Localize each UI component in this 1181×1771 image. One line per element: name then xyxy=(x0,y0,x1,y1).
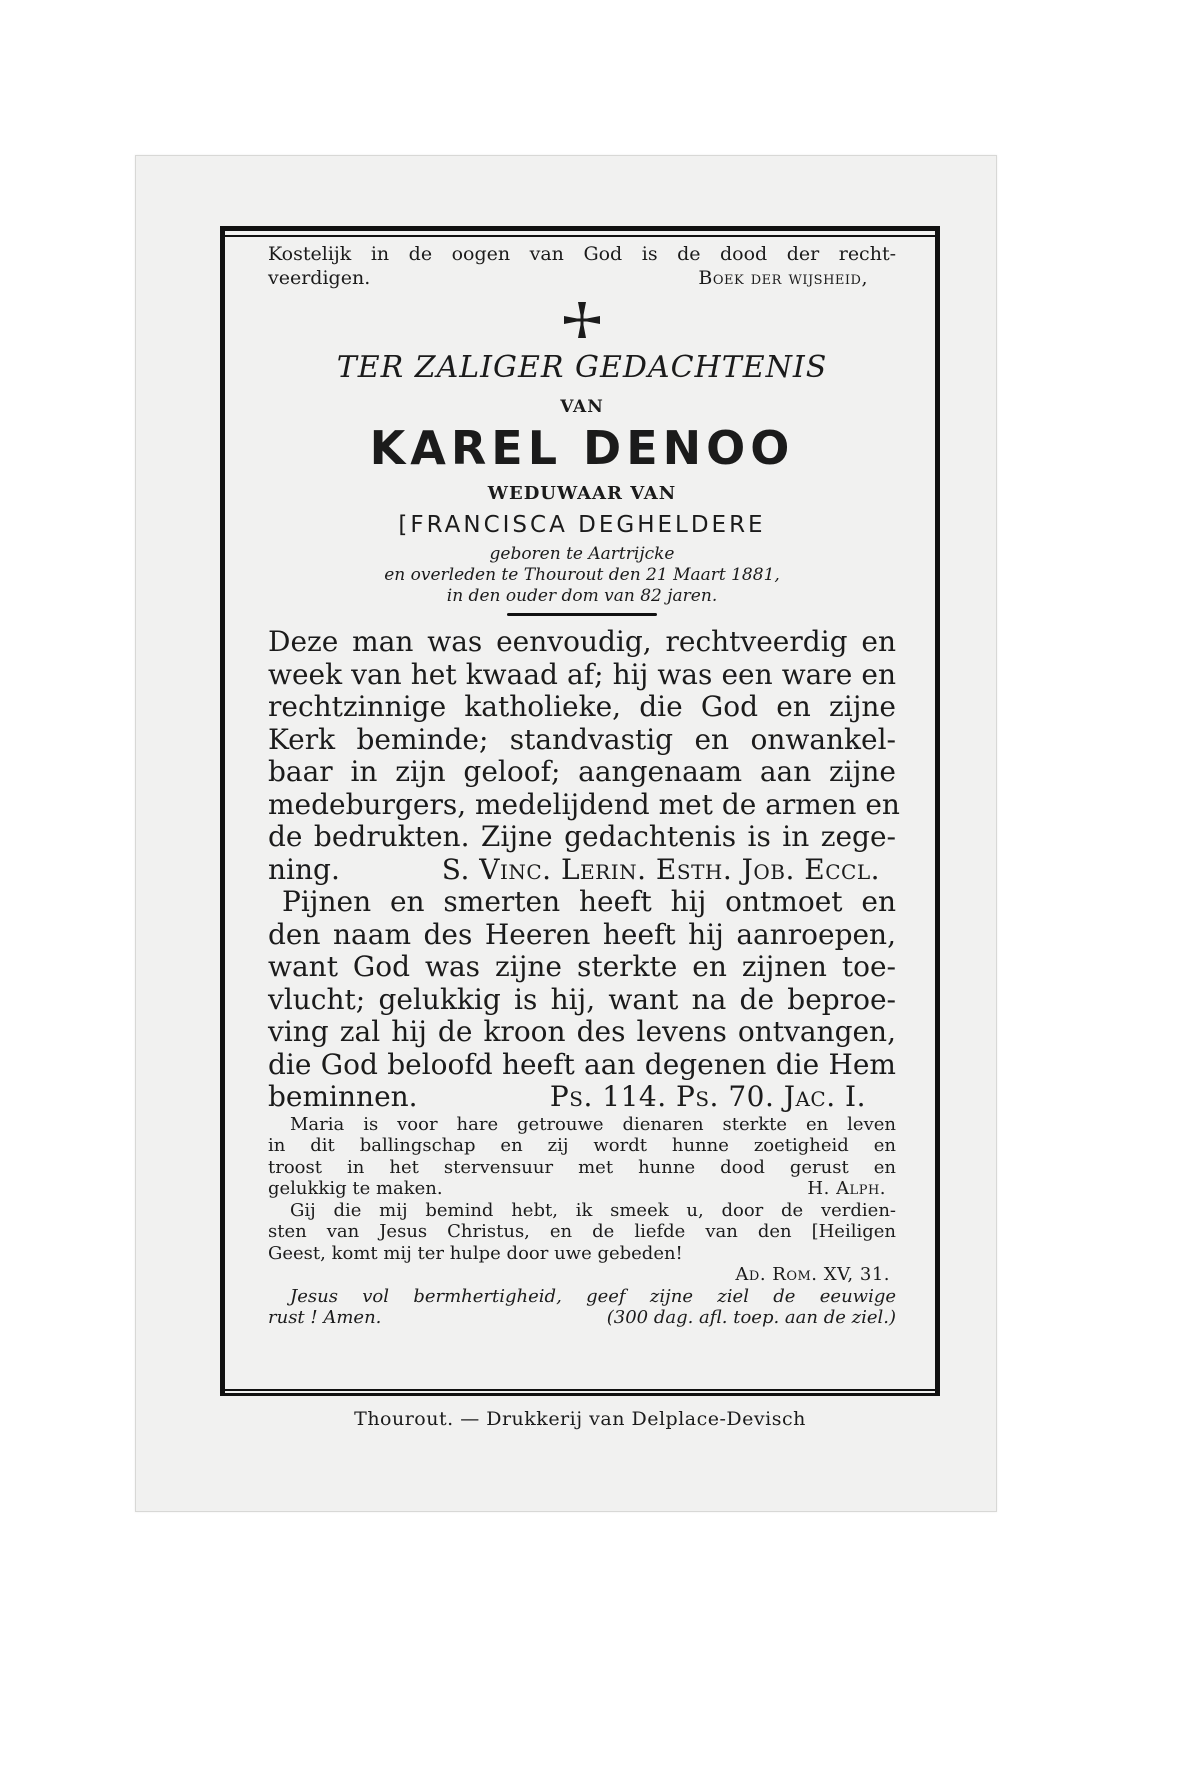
small-text-line-end: gelukkig te maken. xyxy=(268,1178,443,1199)
text-line: baar in zijn geloof; aangenaam aan zijne xyxy=(268,755,896,788)
maria-citation: H. Alph. xyxy=(807,1178,886,1199)
text-line: week van het kwaad af; hij was een ware en xyxy=(268,657,896,691)
epigraph-end: veerdigen. xyxy=(268,267,371,289)
indulgence-line: Jesus vol bermhertigheid, geef zijne ziel de eeuwige xyxy=(290,1285,896,1307)
text-line: de bedrukten. Zijne gedachtenis is in zege- xyxy=(268,820,896,853)
main-text xyxy=(268,625,900,1114)
printer-imprint: Thourout. — Drukkerij van Delplace-Devisch xyxy=(354,1408,806,1430)
card-content xyxy=(268,242,900,1329)
indulgence-line-2 xyxy=(268,1307,896,1329)
epigraph-line-2 xyxy=(268,266,896,290)
widower-of-label: WEDUWAAR VAN xyxy=(487,483,677,504)
prayer-citation: Ad. Rom. XV, 31. xyxy=(735,1264,890,1285)
memorial-title: TER ZALIGER GEDACHTENIS xyxy=(336,350,828,385)
second-citation: Ps. 114. Ps. 70. Jac. I. xyxy=(549,1080,866,1113)
details-line: in den ouder dom van 82 jaren. xyxy=(446,586,718,606)
main-citation: S. Vinc. Lerin. Esth. Job. Eccl. xyxy=(441,852,880,886)
border-bottom-rule xyxy=(220,1393,940,1396)
text-line: vlucht; gelukkig is hij, want na de beproe- xyxy=(268,982,896,1016)
cross-pattee-icon xyxy=(562,300,602,340)
second-citation-line xyxy=(268,1081,896,1114)
small-text-line: Geest, komt mij ter hulpe door uwe gebeden! xyxy=(268,1242,683,1264)
border-top-rule xyxy=(220,226,940,231)
border-bottom-thin-rule xyxy=(220,1389,940,1391)
text-line: ving zal hij de kroon des levens ontvangen, xyxy=(268,1015,896,1048)
border-top-thin-rule xyxy=(220,235,940,237)
text-line: Deze man was eenvoudig, rechtveerdig en xyxy=(268,625,896,658)
small-text-line: Gij die mij bemind hebt, ik smeek u, door de verdien- xyxy=(290,1199,896,1221)
details-line: geboren te Aartrijcke xyxy=(489,544,675,564)
text-line: Kerk beminde; standvastig en onwankel- xyxy=(268,722,896,756)
birth-death-details xyxy=(268,544,896,607)
epigraph-source: Boek der wijsheid, xyxy=(698,267,868,289)
text-line-end: ning. xyxy=(268,852,340,886)
small-text-line: Maria is voor hare getrouwe dienaren sterkte en leven xyxy=(290,1113,896,1135)
border-left-rule xyxy=(220,226,225,1396)
maria-citation-line xyxy=(268,1178,896,1200)
maria-text xyxy=(268,1114,896,1329)
indulgence-note: (300 dag. afl. toep. aan de ziel.) xyxy=(606,1307,896,1328)
text-line: die God beloofd heeft aan degenen die Hem xyxy=(268,1047,896,1081)
text-line: rechtzinnige katholieke, die God en zijne xyxy=(268,690,896,723)
main-citation-line xyxy=(268,854,896,887)
spouse-name: [FRANCISCA DEGHELDERE xyxy=(398,512,766,538)
text-line: den naam des Heeren heeft hij aanroepen, xyxy=(268,917,896,951)
van-label: VAN xyxy=(560,397,604,417)
border-right-rule xyxy=(935,226,940,1396)
small-text-line: sten van Jesus Christus, en de liefde van den [Heiligen xyxy=(268,1221,896,1242)
epigraph-line-1: Kostelijk in de oogen van God is de dood der recht- xyxy=(268,243,896,265)
small-text-line: in dit ballingschap en zij wordt hunne zoetigheid en xyxy=(268,1135,896,1156)
text-line: medeburgers, medelijdend met de armen en xyxy=(268,787,900,821)
text-line: Pijnen en smerten heeft hij ontmoet en xyxy=(282,885,896,918)
deceased-name: KAREL DENOO xyxy=(369,421,795,475)
indulgence-end: rust ! Amen. xyxy=(268,1307,382,1328)
text-line-end: beminnen. xyxy=(268,1080,418,1113)
small-text-line: troost in het stervensuur met hunne dood gerust en xyxy=(268,1156,896,1178)
details-line: en overleden te Thourout den 21 Maart 1881, xyxy=(384,565,780,585)
section-divider xyxy=(507,613,657,616)
text-line: want God was zijne sterkte en zijnen toe- xyxy=(268,950,896,983)
